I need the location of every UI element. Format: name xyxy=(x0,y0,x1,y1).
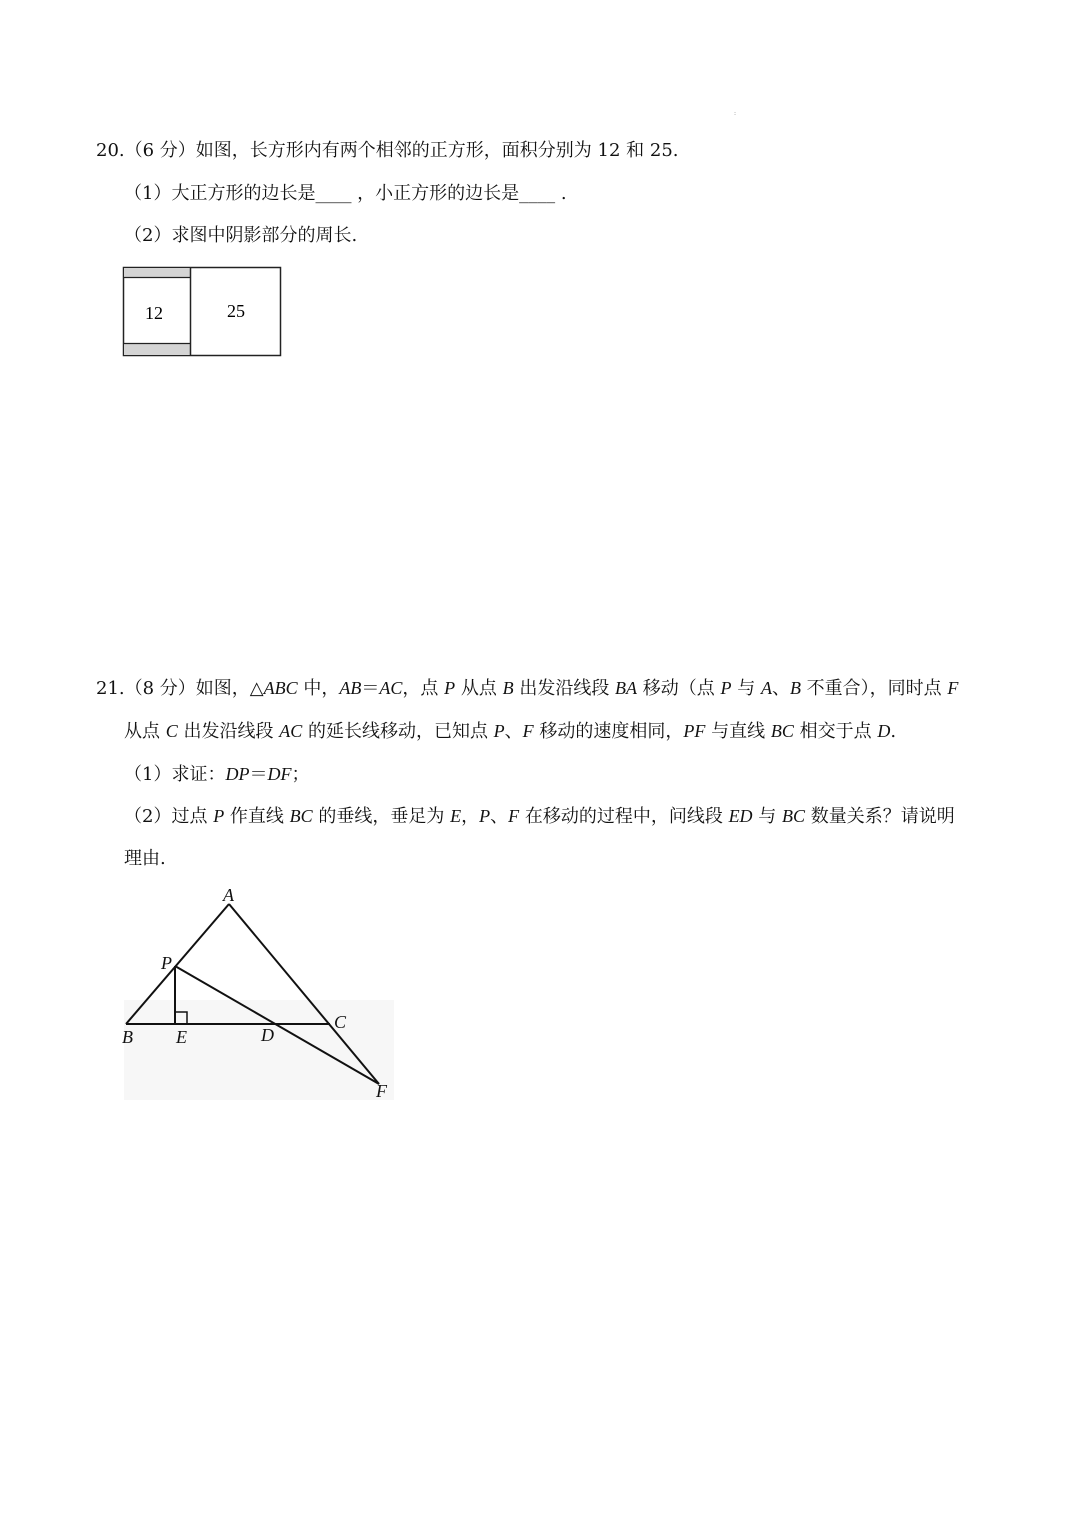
large-square-area: 25 xyxy=(227,301,245,321)
small-square-area: 12 xyxy=(145,303,163,323)
math-symbol: P xyxy=(444,678,456,698)
text-run: 、 xyxy=(490,806,509,827)
text-run: 21.（8 分）如图，△ xyxy=(96,678,264,699)
text-run: 出发沿线段 xyxy=(177,721,280,742)
text-run: 、 xyxy=(504,721,523,742)
text-run: . xyxy=(890,721,897,742)
text-run: 移动的速度相同， xyxy=(533,721,684,742)
text-run: （1）求证： xyxy=(124,764,226,785)
math-symbol: P xyxy=(213,806,225,826)
math-symbol: P xyxy=(479,806,491,826)
q21-figure xyxy=(110,880,410,1105)
q20-stem: 20.（6 分）如图，长方形内有两个相邻的正方形，面积分别为 12 和 25. xyxy=(96,140,679,161)
math-symbol: F xyxy=(947,678,959,698)
math-symbol: DP xyxy=(225,764,250,784)
math-symbol: P xyxy=(493,721,505,741)
text-run: 作直线 xyxy=(224,806,290,827)
text-run: 的延长线移动，已知点 xyxy=(302,721,494,742)
label-C: C xyxy=(334,1012,347,1032)
text-run: 从点 xyxy=(455,678,503,699)
text-run: ， xyxy=(461,806,480,827)
shaded-top-strip xyxy=(124,268,190,277)
label-D: D xyxy=(261,1025,274,1045)
label-A: A xyxy=(223,885,234,905)
math-symbol: AC xyxy=(379,678,403,698)
math-symbol: F xyxy=(522,721,534,741)
label-E: E xyxy=(176,1027,187,1047)
text-run: 的垂线，垂足为 xyxy=(312,806,451,827)
corner-mark: : xyxy=(734,110,737,117)
math-symbol: BA xyxy=(615,678,638,698)
math-symbol: B xyxy=(789,678,801,698)
text-run: ＝ xyxy=(249,764,268,785)
math-symbol: ABC xyxy=(263,678,298,698)
q20-part2: （2）求图中阴影部分的周长. xyxy=(124,225,358,246)
shaded-bottom-strip xyxy=(124,343,190,355)
label-P: P xyxy=(161,953,172,973)
math-symbol: BC xyxy=(289,806,313,826)
text-run: 、 xyxy=(771,678,790,699)
math-symbol: C xyxy=(165,721,178,741)
text-run: 与 xyxy=(731,678,761,699)
math-symbol: PF xyxy=(683,721,706,741)
math-symbol: E xyxy=(450,806,462,826)
q20-figure xyxy=(118,262,288,362)
q21-part2 xyxy=(124,803,955,830)
text-run: ，点 xyxy=(402,678,445,699)
math-symbol: P xyxy=(720,678,732,698)
text-run: 中， xyxy=(297,678,340,699)
text-run: 相交于点 xyxy=(793,721,878,742)
text-run: ； xyxy=(291,764,310,785)
math-symbol: AB xyxy=(339,678,362,698)
q20-part1: （1）大正方形的边长是____ ，小正方形的边长是____ . xyxy=(124,183,567,204)
text-run: 在移动的过程中，问线段 xyxy=(519,806,729,827)
text-run: 与直线 xyxy=(705,721,771,742)
text-run: （2）过点 xyxy=(124,806,214,827)
q21-part2-cont: 理由. xyxy=(124,848,166,869)
text-run: 移动（点 xyxy=(637,678,721,699)
math-symbol: D xyxy=(877,721,891,741)
math-symbol: DF xyxy=(267,764,292,784)
label-B: B xyxy=(122,1027,133,1047)
math-symbol: BC xyxy=(770,721,794,741)
q21-part1 xyxy=(124,761,309,788)
text-run: 从点 xyxy=(124,721,166,742)
text-run: 出发沿线段 xyxy=(513,678,616,699)
text-run: 数量关系？请说明 xyxy=(805,806,955,827)
q21-line2 xyxy=(124,718,896,745)
math-symbol: B xyxy=(502,678,514,698)
math-symbol: F xyxy=(508,806,520,826)
text-run: 与 xyxy=(752,806,783,827)
math-symbol: ED xyxy=(728,806,753,826)
text-run: 不重合），同时点 xyxy=(800,678,948,699)
math-symbol: A xyxy=(760,678,772,698)
math-symbol: AC xyxy=(279,721,303,741)
text-run: ＝ xyxy=(361,678,380,699)
q21-line1 xyxy=(96,675,958,702)
label-F: F xyxy=(376,1081,387,1101)
math-symbol: BC xyxy=(782,806,806,826)
